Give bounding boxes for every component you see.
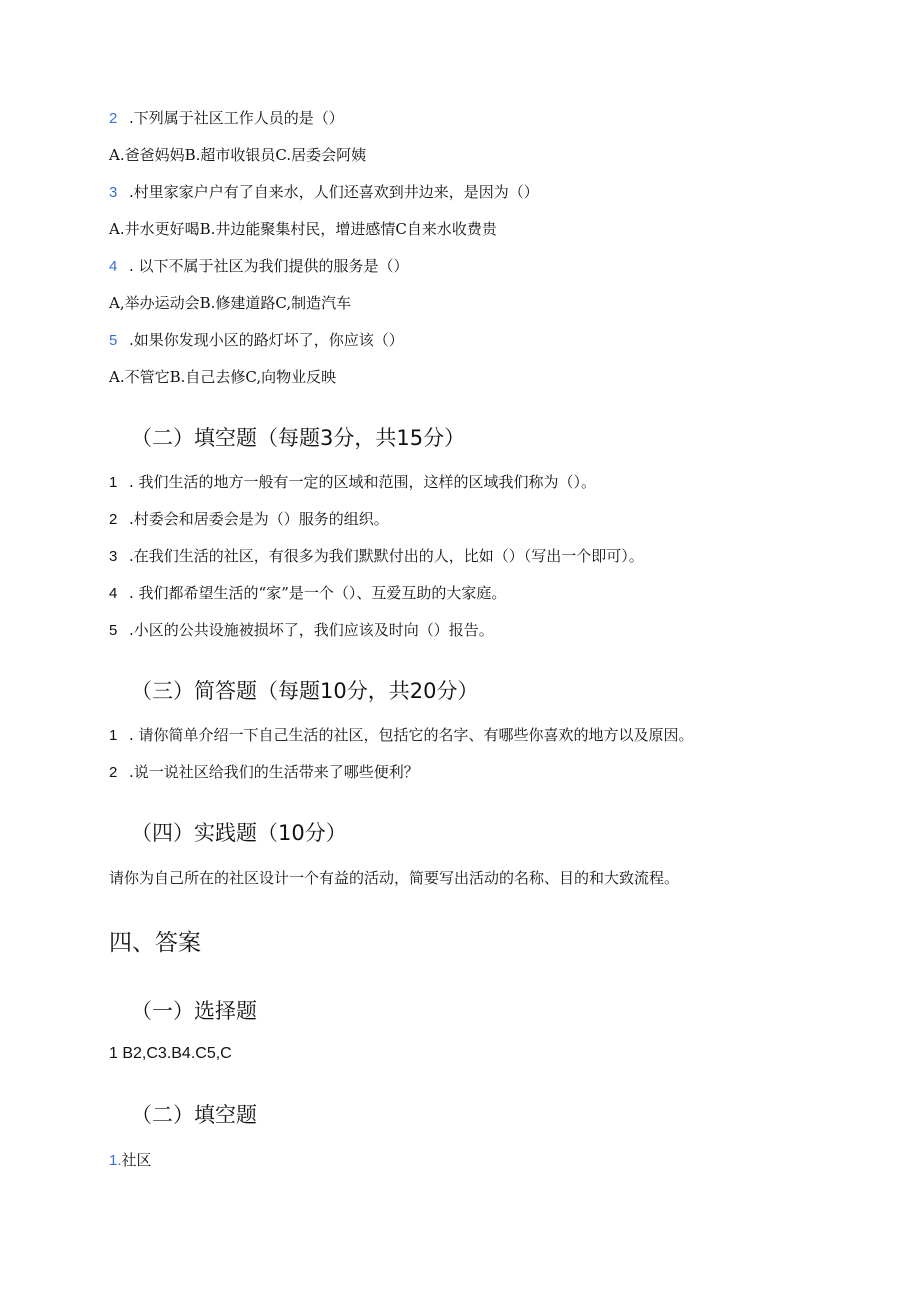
answers-fill-heading: （二）填空题 <box>131 1103 257 1127</box>
question-item <box>109 181 539 204</box>
question-options: A.爸爸妈妈B.超市收银员C.居委会阿姨 <box>109 146 367 164</box>
question-number: 4 <box>109 258 118 275</box>
fill-item <box>109 545 644 568</box>
question-item <box>109 255 409 278</box>
item-number: 2 <box>109 511 118 528</box>
item-number: 4 <box>109 585 118 602</box>
section-heading-short: （三）简答题（每题10分，共20分） <box>131 679 479 703</box>
item-number: 2 <box>109 764 118 781</box>
short-item <box>109 724 694 747</box>
item-number: 5 <box>109 622 118 639</box>
question-options: A,举办运动会B.修建道路C,制造汽车 <box>109 294 352 312</box>
answers-fill-item <box>109 1149 152 1172</box>
item-text: . 请你简单介绍一下自己生活的社区，包括它的名字、有哪些你喜欢的地方以及原因。 <box>129 726 694 744</box>
item-text: 社区 <box>121 1151 152 1169</box>
item-number: 1. <box>109 1152 122 1169</box>
answers-choice-values: 1 B2,C3.B4.C5,C <box>109 1045 232 1062</box>
question-item <box>109 107 344 130</box>
answers-heading: 四、答案 <box>109 930 201 956</box>
item-text: . 我们生活的地方一般有一定的区域和范围，这样的区域我们称为（）。 <box>129 473 597 491</box>
fill-item <box>109 619 494 642</box>
answers-choice-heading: （一）选择题 <box>131 999 257 1023</box>
short-item <box>109 761 419 784</box>
question-options: A.井水更好喝B.井边能聚集村民，增进感情C自来水收费贵 <box>109 220 497 238</box>
question-text: . 以下不属于社区为我们提供的服务是（） <box>129 257 409 275</box>
question-options: A.不管它B.自己去修C,向物业反映 <box>109 368 337 386</box>
item-text: .村委会和居委会是为（）服务的组织。 <box>129 510 389 528</box>
practice-text: 请你为自己所在的社区设计一个有益的活动，简要写出活动的名称、目的和大致流程。 <box>109 869 680 887</box>
question-item <box>109 329 404 352</box>
section-heading-practice: （四）实践题（10分） <box>131 821 347 845</box>
question-text: .村里家家户户有了自来水，人们还喜欢到井边来，是因为（） <box>129 183 539 201</box>
question-text: .如果你发现小区的路灯坏了，你应该（） <box>129 331 404 349</box>
question-text: .下列属于社区工作人员的是（） <box>129 109 344 127</box>
item-text: .在我们生活的社区，有很多为我们默默付出的人，比如（）（写出一个即可）。 <box>129 547 644 565</box>
item-text: .小区的公共设施被损坏了，我们应该及时向（）报告。 <box>129 621 494 639</box>
fill-item <box>109 471 596 494</box>
item-text: .说一说社区给我们的生活带来了哪些便利？ <box>129 763 419 781</box>
question-number: 3 <box>109 184 118 201</box>
fill-item <box>109 582 506 605</box>
item-text: . 我们都希望生活的“家”是一个（）、互爱互助的大家庭。 <box>129 584 507 602</box>
section-heading-fill: （二）填空题（每题3分，共15分） <box>131 426 466 450</box>
item-number: 1 <box>109 727 118 744</box>
item-number: 3 <box>109 548 118 565</box>
question-number: 2 <box>109 110 118 127</box>
fill-item <box>109 508 389 531</box>
item-number: 1 <box>109 474 118 491</box>
question-number: 5 <box>109 332 118 349</box>
